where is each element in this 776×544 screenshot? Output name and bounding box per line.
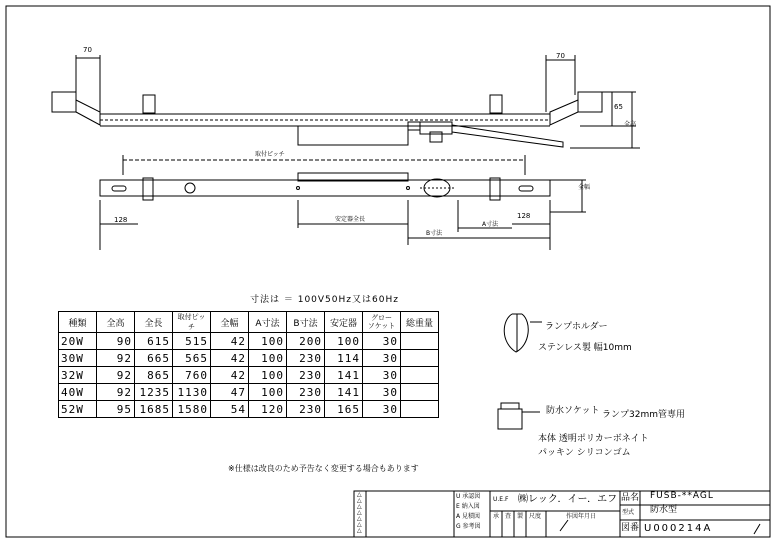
product-label: 品名	[621, 493, 640, 503]
table-cell: 30W	[59, 350, 97, 367]
lamp-holder-label: ランプホルダー	[545, 322, 608, 332]
table-cell: 30	[363, 367, 401, 384]
revision-mark: △	[357, 503, 362, 510]
dim-128-right: 128	[517, 212, 531, 220]
table-cell: 92	[97, 350, 135, 367]
table-cell: 92	[97, 384, 135, 401]
dim-stabilizer: 安定器全長	[335, 216, 366, 223]
socket-label: 防水ソケット	[546, 406, 600, 416]
table-cell	[401, 367, 439, 384]
packing-spec: パッキン シリコンゴム	[538, 448, 631, 458]
table-cell: 1130	[173, 384, 211, 401]
approval-u: U 承認図	[456, 493, 481, 500]
drawing-no: U000214A	[644, 523, 713, 534]
table-cell: 100	[249, 384, 287, 401]
dim-128-left: 128	[114, 216, 128, 224]
revision-marks	[357, 492, 365, 534]
table-cell: 42	[211, 333, 249, 350]
table-cell: 230	[287, 401, 325, 418]
header-glow: グロー ソケット	[363, 312, 401, 333]
table-cell: 141	[325, 367, 363, 384]
table-cell: 141	[325, 384, 363, 401]
header-width: 全幅	[211, 312, 249, 333]
col-check: 査	[505, 513, 512, 520]
revision-mark: △	[357, 521, 362, 528]
header-b: B寸法	[287, 312, 325, 333]
product-name: FUSB-**AGL	[650, 491, 714, 501]
body-spec: 本体 透明ポリカーボネイト	[538, 434, 649, 444]
table-cell: 665	[135, 350, 173, 367]
revision-mark: △	[357, 515, 362, 522]
table-cell	[401, 401, 439, 418]
table-row	[59, 333, 439, 350]
header-length: 全長	[135, 312, 173, 333]
table-cell: 47	[211, 384, 249, 401]
table-cell: 32W	[59, 367, 97, 384]
header-a: A寸法	[249, 312, 287, 333]
table-cell: 114	[325, 350, 363, 367]
lamp-holder-spec: ステンレス製 幅10mm	[538, 343, 632, 353]
company-prefix: U.E.F	[493, 496, 509, 503]
dim-mount-pitch: 取付ピッチ	[255, 151, 285, 158]
table-cell: 30	[363, 333, 401, 350]
header-height: 全高	[97, 312, 135, 333]
drawing-no-label: 図番	[621, 523, 640, 533]
type-value: 防水型	[650, 505, 678, 515]
table-cell: 230	[287, 367, 325, 384]
table-cell: 1685	[135, 401, 173, 418]
table-cell: 120	[249, 401, 287, 418]
table-cell: 200	[287, 333, 325, 350]
col-scale: 尺度	[529, 513, 542, 520]
header-stabilizer: 安定器	[325, 312, 363, 333]
approval-e: E 納入図	[456, 503, 480, 510]
table-cell: 30	[363, 384, 401, 401]
table-cell: 92	[97, 367, 135, 384]
dim-b: B寸法	[426, 230, 443, 237]
table-cell: 20W	[59, 333, 97, 350]
header-weight: 総重量	[401, 312, 439, 333]
table-cell: 30	[363, 401, 401, 418]
dim-overall-height: 全高	[624, 121, 637, 128]
table-row	[59, 367, 439, 384]
table-cell: 95	[97, 401, 135, 418]
table-row	[59, 350, 439, 367]
table-cell: 760	[173, 367, 211, 384]
col-date: 作図年月日	[566, 513, 597, 520]
approval-a: A 見積図	[456, 513, 481, 520]
table-cell: 42	[211, 367, 249, 384]
dim-left-70: 70	[83, 46, 92, 54]
table-cell: 230	[287, 350, 325, 367]
table-cell: 565	[173, 350, 211, 367]
table-cell: 90	[97, 333, 135, 350]
table-cell: 100	[249, 333, 287, 350]
table-cell: 52W	[59, 401, 97, 418]
table-cell: 1235	[135, 384, 173, 401]
footnote: ※仕様は改良のため予告なく変更する場合もあります	[228, 464, 419, 473]
type-label: 型式	[622, 509, 635, 516]
socket-spec: ランプ32mm管専用	[602, 410, 685, 420]
table-cell: 30	[363, 350, 401, 367]
table-cell: 865	[135, 367, 173, 384]
table-cell: 1580	[173, 401, 211, 418]
table-cell: 40W	[59, 384, 97, 401]
col-approve: 承	[493, 513, 500, 520]
approval-g: G 参考図	[456, 523, 481, 530]
dim-right-70: 70	[556, 52, 565, 60]
dim-overall-width: 全幅	[578, 184, 591, 191]
revision-mark: △	[357, 491, 362, 498]
spec-table	[58, 311, 439, 418]
company-name: ㈱レック．イー．エフ	[518, 494, 618, 505]
revision-mark: △	[357, 509, 362, 516]
table-cell: 54	[211, 401, 249, 418]
table-caption: 寸法は ＝ 100V50Hz又は60Hz	[250, 295, 399, 305]
table-cell: 100	[249, 350, 287, 367]
table-cell: 100	[249, 367, 287, 384]
revision-mark: △	[357, 527, 362, 534]
table-cell: 165	[325, 401, 363, 418]
table-header-row	[59, 312, 439, 333]
table-cell: 100	[325, 333, 363, 350]
header-type: 種類	[59, 312, 97, 333]
header-pitch: 取付ピッチ	[173, 312, 211, 333]
table-cell: 615	[135, 333, 173, 350]
table-cell: 230	[287, 384, 325, 401]
revision-mark: △	[357, 497, 362, 504]
table-row	[59, 401, 439, 418]
dim-65: 65	[614, 103, 623, 111]
col-draw: 製	[517, 513, 524, 520]
table-cell	[401, 333, 439, 350]
dim-a: A寸法	[482, 221, 499, 228]
table-row	[59, 384, 439, 401]
table-cell: 515	[173, 333, 211, 350]
table-cell	[401, 384, 439, 401]
table-cell: 42	[211, 350, 249, 367]
table-cell	[401, 350, 439, 367]
